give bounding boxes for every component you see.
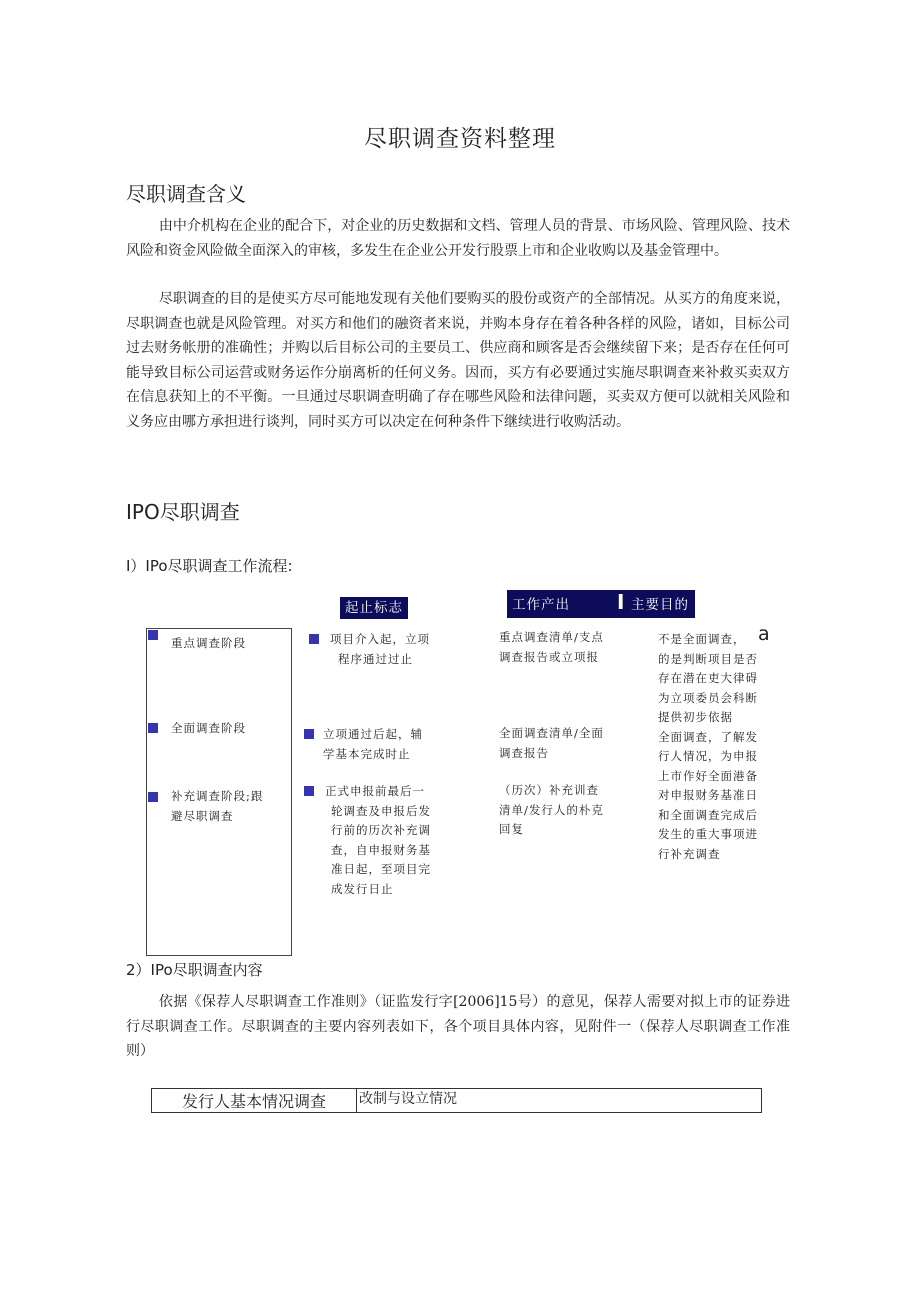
investigation-table	[151, 1088, 762, 1113]
stage-key-investigation: 重点调查阶段	[171, 636, 246, 650]
table-detail-cell: 改制与设立情况	[359, 1091, 457, 1107]
bullet-icon	[304, 729, 314, 739]
section-heading-ipo: IPO尽职调查	[126, 500, 240, 524]
marker-stage-2: 立项通过后起，辅 学基本完成时止	[323, 727, 423, 761]
header-work-output: 工作产出	[512, 597, 570, 613]
paragraph-guideline: 依据《保荐人尽职调查工作准则》（证监发行字[2006]15号）的意见，保荐人需要对拟上市的证券进行尽职调查工作。尽职调查的主要内容列表如下，各个项目具体内容，见附件一（保荐人尽职调查工作准则）	[126, 994, 790, 1059]
paragraph-definition: 由中介机构在企业的配合下，对企业的历史数据和文档、管理人员的背景、市场风险、管理风险、技术风险和资金风险做全面深入的审核，多发生在企业公开发行股票上市和企业收购以及基金管理中。	[126, 218, 790, 259]
marker-stage-3: 正式申报前最后一 轮调查及申报后发 行前的历次补充调 查，自申报财务基 准日起，至项目完 成发行日止	[325, 784, 431, 896]
table-item-cell: 发行人基本情况调查	[152, 1089, 357, 1112]
header-main-purpose: 主要目的	[631, 597, 689, 613]
section-heading-meaning: 尽职调查含义	[126, 182, 246, 206]
output-stage-3: （历次）补充训查 清单/发行人的朴克 回复	[499, 783, 604, 836]
header-output-purpose	[507, 590, 695, 618]
bullet-icon	[148, 630, 158, 640]
purpose-letter-a: a	[758, 623, 771, 645]
paragraph-purpose: 尽职调查的目的是使买方尽可能地发现有关他们要购买的股份或资产的全部情况。从买方的角度来说，尽职调查也就是风险管理。对买方和他们的融资者来说，并购本身存在着各种各样的风险，诸如，目标公司过去财务帐册的准确性；并购以后目标公司的主要员工、供应商和顾客是否会继续留下来；是否存在任何可能导致目标公司运营或财务运作分崩离析的任何义务。因而，买方有必要通过实施尽职调查来补救买卖双方在信息获知上的不平衡。一旦通过尽职调查明确了存在哪些风险和法律问题，买卖双方便可以就相关风险和义务应由哪方承担进行谈判，同时买方可以决定在何种条件下继续进行收购活动。	[126, 291, 790, 430]
stage-supplementary-investigation: 补充调查阶段;跟 避尽职调查	[171, 789, 264, 823]
bullet-icon	[148, 792, 158, 802]
header-separator: I	[617, 590, 626, 614]
bullet-icon	[304, 786, 314, 796]
output-stage-1: 重点调查清单/支点 调查报告或立项报	[499, 630, 604, 664]
bullet-icon	[309, 634, 319, 644]
page-title: 尽职调查资料整理	[364, 126, 556, 152]
purpose-column: 不是全面调查， a 的是判断项目是否 存在潜在吏大律碍 为立项委员会科断 提供初步依据 全面调查，了解发 行人情况，为申报 上市作好全面港备 对申报财务基准日 和全面调查完成后 发生的重大事项进 行补充调查	[658, 623, 771, 861]
output-stage-2: 全面调查清单/全面 调查报告	[499, 726, 604, 760]
bullet-icon	[148, 723, 158, 733]
marker-stage-1: 项目介入起，立项 程序通过过止	[330, 632, 430, 666]
subheading-content: 2）IPo尽职调查内容	[126, 961, 263, 979]
stage-full-investigation: 全面调查阶段	[171, 721, 246, 735]
header-start-end-marker: 起止标志	[340, 597, 408, 619]
subheading-workflow: I）IPo尽职调查工作流程:	[126, 557, 293, 575]
